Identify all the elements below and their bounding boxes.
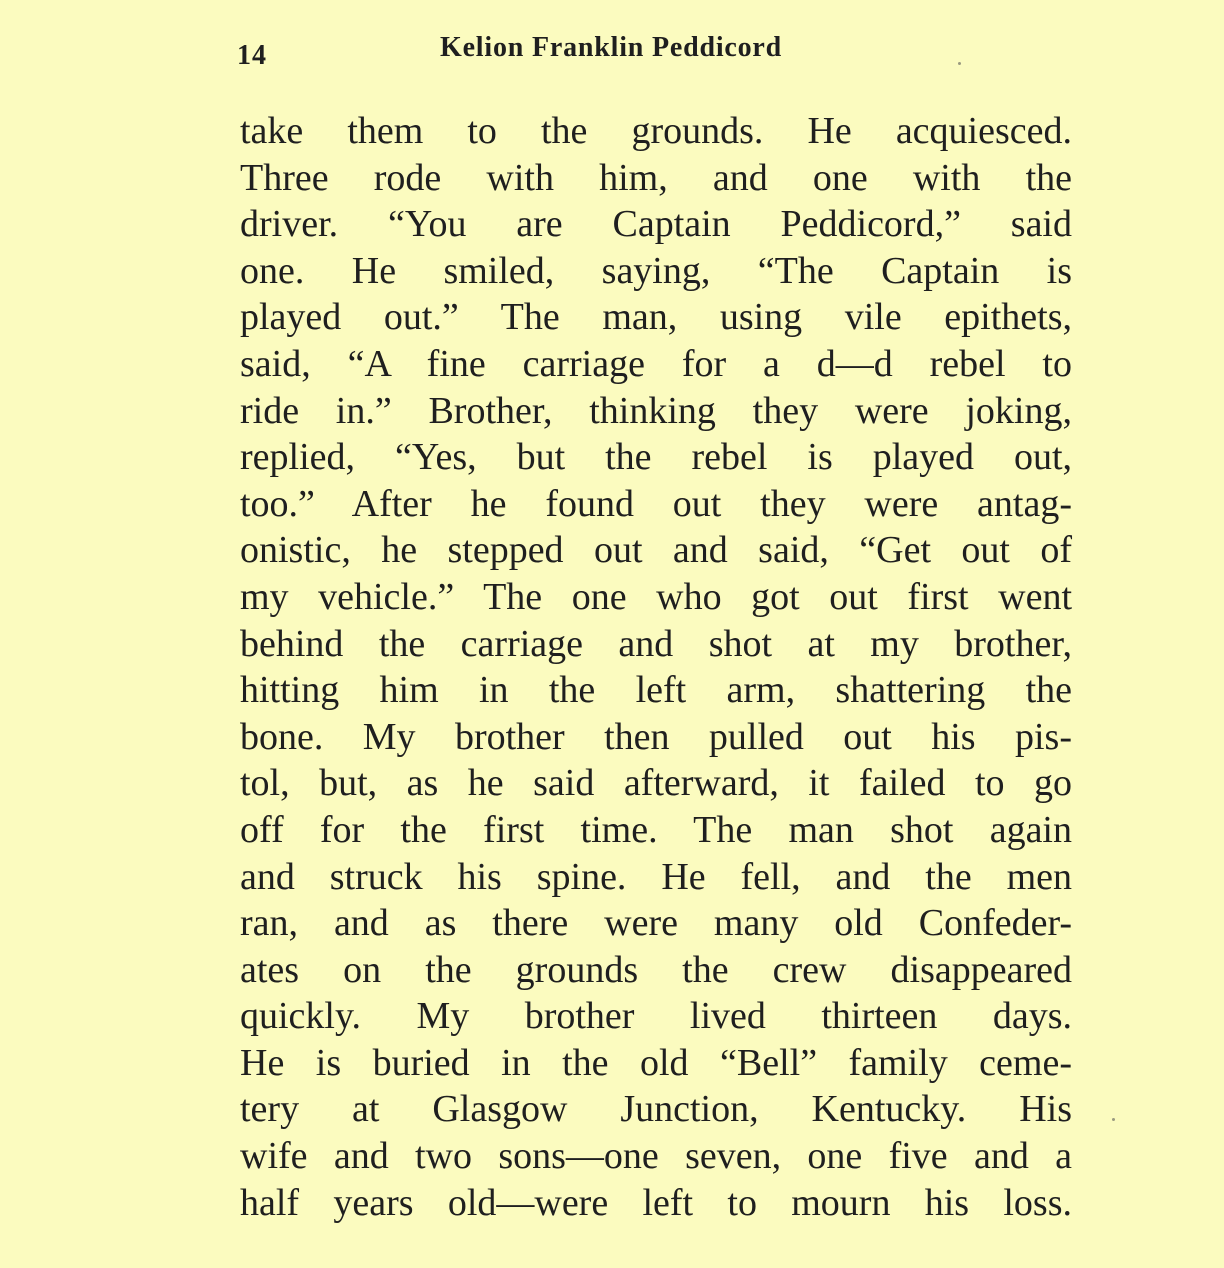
text-line: He is buried in the old “Bell” family ceme-: [240, 1041, 1072, 1084]
running-title: Kelion Franklin Peddicord: [440, 32, 783, 63]
text-line: onistic, he stepped out and said, “Get out of: [240, 529, 1072, 572]
text-line: and struck his spine. He fell, and the men: [240, 855, 1072, 898]
text-line: my vehicle.” The one who got out first went: [240, 575, 1072, 618]
text-line: tery at Glasgow Junction, Kentucky. His: [240, 1088, 1072, 1131]
text-line: one. He smiled, saying, “The Captain is: [240, 249, 1072, 292]
text-line: ride in.” Brother, thinking they were joking,: [240, 389, 1072, 432]
text-line: half years old—were left to mourn his loss.: [240, 1181, 1072, 1224]
text-line: ran, and as there were many old Confeder-: [240, 902, 1072, 945]
text-line: behind the carriage and shot at my brother,: [240, 622, 1072, 665]
page-header: [0, 28, 1224, 78]
paper-speck: [958, 62, 961, 65]
text-line: played out.” The man, using vile epithets,: [240, 296, 1072, 339]
text-line: Three rode with him, and one with the: [240, 156, 1072, 199]
text-line: replied, “Yes, but the rebel is played out,: [240, 436, 1072, 479]
text-line: wife and two sons—one seven, one five and a: [240, 1135, 1072, 1178]
paper-speck: [1112, 1118, 1115, 1121]
body-text: [240, 108, 1072, 1226]
text-line: off for the first time. The man shot again: [240, 808, 1072, 851]
text-line: take them to the grounds. He acquiesced.: [240, 110, 1072, 152]
text-line: driver. “You are Captain Peddicord,” said: [240, 203, 1072, 246]
text-line: quickly. My brother lived thirteen days.: [240, 995, 1072, 1038]
text-line: too.” After he found out they were antag-: [240, 482, 1072, 525]
text-line: hitting him in the left arm, shattering the: [240, 669, 1072, 712]
text-line: said, “A fine carriage for a d—d rebel to: [240, 342, 1072, 385]
text-line: ates on the grounds the crew disappeared: [240, 948, 1072, 991]
text-line: tol, but, as he said afterward, it failed to go: [240, 762, 1072, 805]
page-number: 14: [237, 40, 267, 71]
text-line: bone. My brother then pulled out his pis-: [240, 715, 1072, 758]
